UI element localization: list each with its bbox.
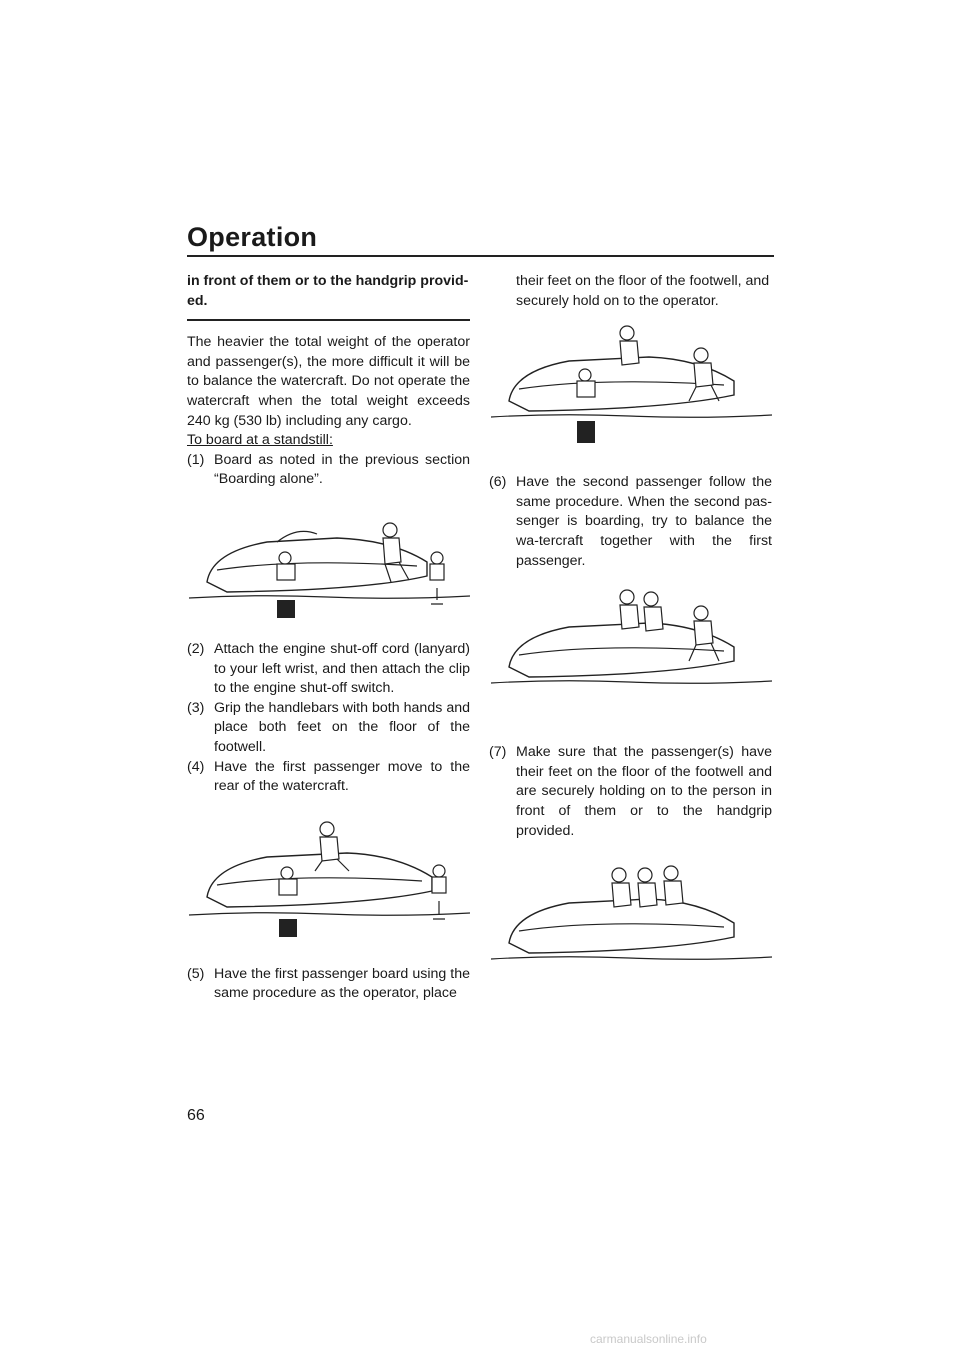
illustration-second-passenger-boarding	[489, 583, 772, 713]
right-column	[489, 272, 772, 993]
step-text: Have the first passenger move to the rear of the watercraft.	[214, 758, 470, 795]
illustration-first-passenger-at-rear	[187, 811, 470, 951]
left-column	[187, 272, 470, 1004]
step-text: Have the first passenger board using the same procedure as the operator, place	[214, 965, 470, 1002]
page-number: 66	[187, 1107, 205, 1124]
step-text: Board as noted in the previous section “Boarding alone”.	[214, 451, 470, 488]
step-5-continued	[489, 272, 772, 311]
weight-paragraph: The heavier the total weight of the operator and passenger(s), the more difficult it will be to balance the watercraft. Do not operate the watercraft when the total weight exceeds 240 kg (530 lb) including any cargo.	[187, 334, 470, 429]
page-title: Operation	[187, 222, 318, 252]
step-number: (5)	[187, 965, 205, 982]
step-number: (6)	[489, 474, 507, 491]
step-number: (2)	[187, 640, 205, 657]
step-6	[489, 473, 772, 571]
step-number: (1)	[187, 451, 205, 468]
watermark: carmanualsonline.info	[590, 1332, 707, 1346]
step-1	[187, 451, 470, 490]
step-2	[187, 640, 470, 699]
step-number: (4)	[187, 758, 205, 775]
illustration-first-passenger-boarding	[489, 325, 772, 455]
step-3	[187, 699, 470, 758]
illustration-all-riders-seated	[489, 863, 772, 993]
warning-continuation: in front of them or to the handgrip provid-ed.	[187, 273, 469, 309]
step-number: (7)	[489, 744, 507, 761]
step-7	[489, 743, 772, 841]
step-5	[187, 965, 470, 1004]
step-text: their feet on the floor of the footwell, and securely hold on to the operator.	[516, 273, 770, 309]
standstill-subhead: To board at a standstill:	[187, 432, 333, 449]
warning-rule	[187, 319, 470, 321]
step-4	[187, 758, 470, 797]
illustration-operator-boarding	[187, 500, 470, 630]
step-number: (3)	[187, 699, 205, 716]
step-text: Attach the engine shut-off cord (lanyard) to your left wrist, and then attach the clip to the engine shut-off switch.	[214, 640, 470, 697]
header-divider	[187, 255, 774, 257]
step-text: Grip the handlebars with both hands and place both feet on the floor of the footwell.	[214, 699, 470, 755]
step-text: Have the second passenger follow the same procedure. When the second pas-senger is boarding, try to balance the wa-tercraft together with the first passenger.	[516, 474, 772, 569]
step-text: Make sure that the passenger(s) have their feet on the floor of the footwell and are securely holding on to the person in front of them or to the handgrip provided.	[516, 744, 772, 839]
